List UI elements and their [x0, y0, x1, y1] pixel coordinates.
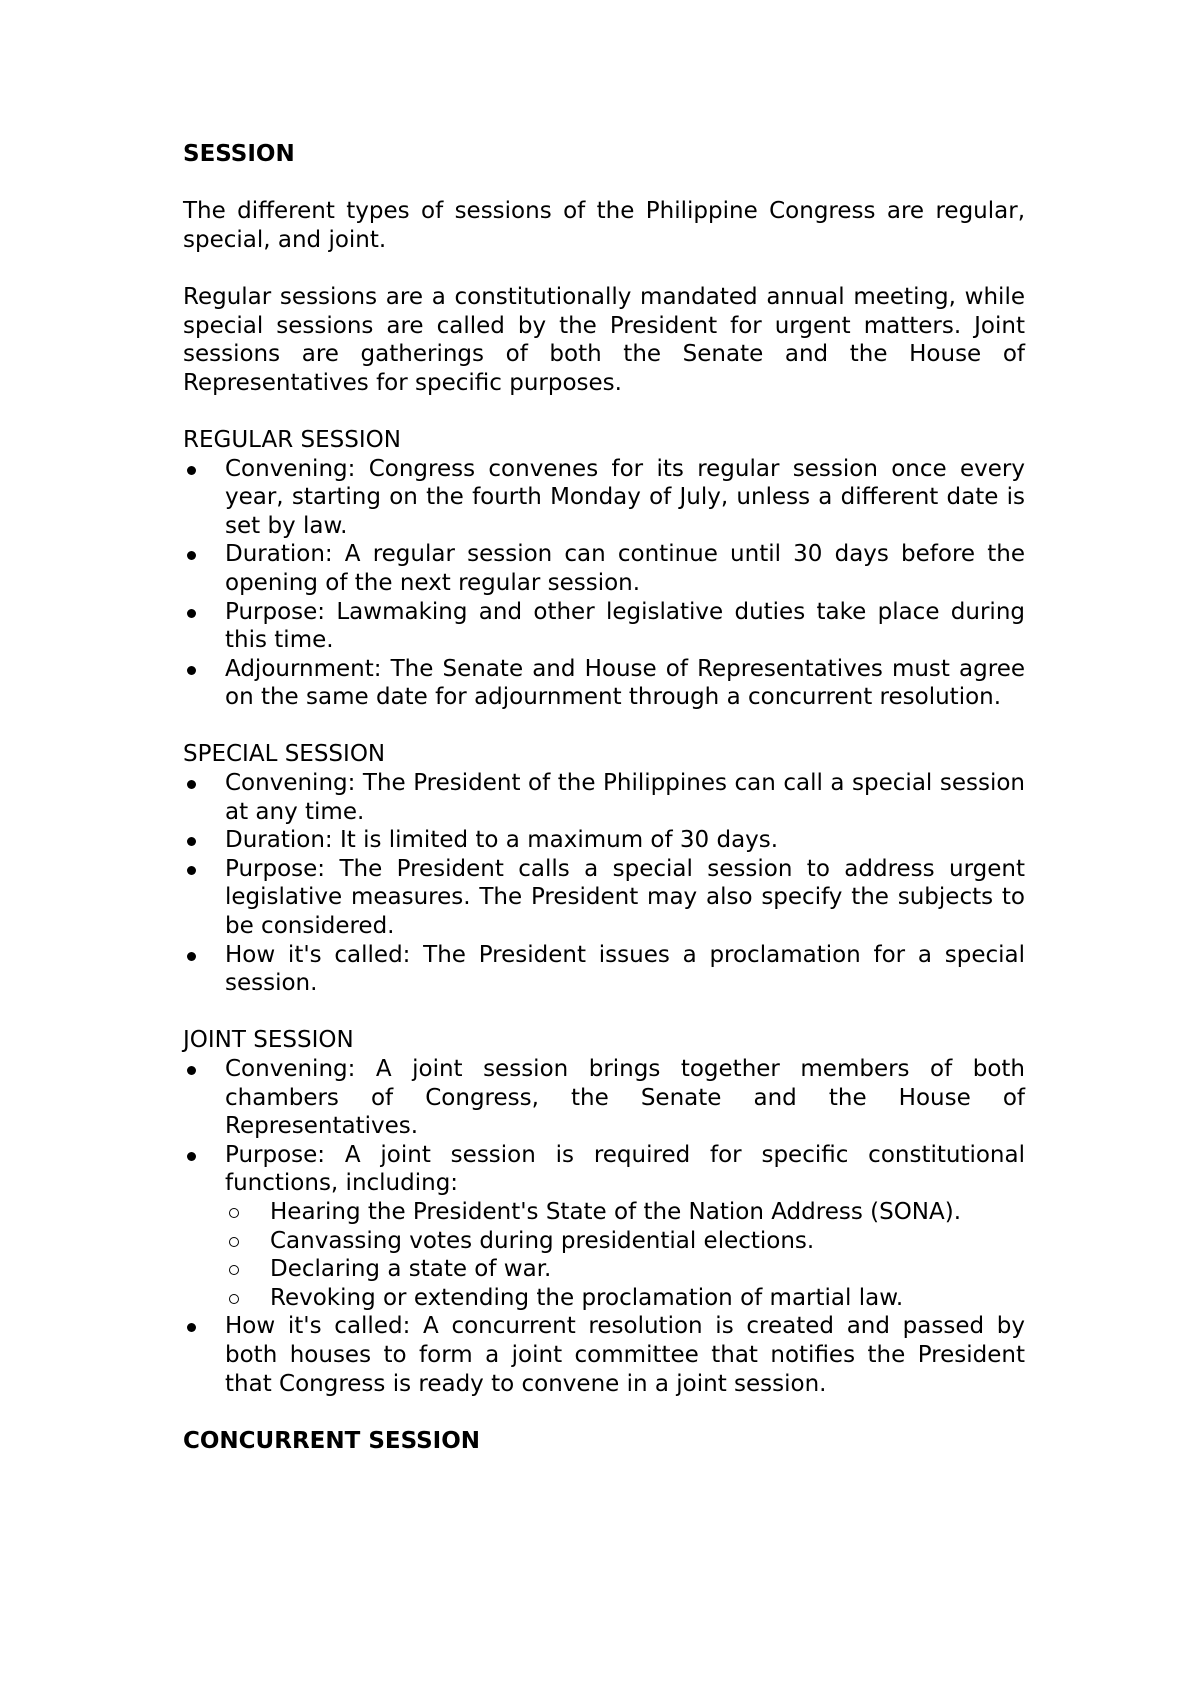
list-item-text: How it's called: The President issues a proclamation for a special session. — [225, 941, 1025, 997]
intro-paragraph-1: The different types of sessions of the Philippine Congress are regular, special, and joint. — [183, 198, 1025, 253]
sub-list-item-text: Declaring a state of war. — [270, 1256, 552, 1283]
bullet-icon — [187, 837, 196, 846]
list-item-text: Convening: Congress convenes for its regular session once every year, starting on the fourth Monday of July, unless a different date is set by law. — [225, 455, 1025, 539]
list-item-text: Purpose: The President calls a special session to address urgent legislative measures. The President may also specify the subjects to be considered. — [225, 855, 1025, 940]
sub-list-item-text: Hearing the President's State of the Nation Address (SONA). — [270, 1198, 962, 1225]
list-item — [183, 655, 1025, 712]
list-item — [183, 855, 1025, 941]
list-item — [183, 455, 1025, 541]
list-item — [183, 598, 1025, 655]
bullet-icon — [187, 1152, 196, 1161]
bullet-icon — [187, 666, 196, 675]
bullet-icon — [187, 866, 196, 875]
bullet-icon — [187, 551, 196, 560]
spacer — [183, 1398, 1025, 1427]
bullet-icon — [187, 466, 196, 475]
circle-bullet-icon — [229, 1265, 239, 1275]
sub-list-item-text: Canvassing votes during presidential elections. — [270, 1227, 815, 1254]
sub-list-item-text: Revoking or extending the proclamation of martial law. — [270, 1284, 904, 1311]
list-item-text: Convening: The President of the Philippines can call a special session at any time. — [225, 770, 1025, 825]
special-session-heading: SPECIAL SESSION — [183, 741, 386, 768]
concurrent-session-heading: CONCURRENT SESSION — [183, 1427, 481, 1454]
spacer — [183, 254, 1025, 283]
list-item-text: Adjournment: The Senate and House of Representatives must agree on the same date for adjournment through a concurrent resolution. — [225, 655, 1025, 711]
list-item-text: Duration: It is limited to a maximum of 30 days. — [225, 827, 779, 854]
list-item — [183, 769, 1025, 826]
list-item — [183, 540, 1025, 597]
sub-list-item — [183, 1198, 1025, 1227]
list-item — [183, 941, 1025, 998]
spacer — [183, 998, 1025, 1027]
document-page — [183, 140, 1025, 1455]
circle-bullet-icon — [229, 1237, 239, 1247]
bullet-icon — [187, 609, 196, 618]
list-item — [183, 826, 1025, 855]
document-title: SESSION — [183, 141, 295, 167]
bullet-icon — [187, 780, 196, 789]
spacer — [183, 397, 1025, 426]
list-item — [183, 1312, 1025, 1398]
circle-bullet-icon — [229, 1208, 239, 1218]
joint-session-list-continued — [183, 1312, 1025, 1398]
sub-list-item — [183, 1227, 1025, 1256]
list-item-text: How it's called: A concurrent resolution is created and passed by both houses to form a joint committee that notifies the President that Congress is ready to convene in a joint session. — [225, 1313, 1025, 1397]
bullet-icon — [187, 952, 196, 961]
list-item-text: Convening: A joint session brings together members of both chambers of Congress, the Senate and the House of Representatives. — [225, 1056, 1025, 1140]
circle-bullet-icon — [229, 1294, 239, 1304]
joint-session-list — [183, 1055, 1025, 1198]
list-item-text: Purpose: Lawmaking and other legislative duties take place during this time. — [225, 598, 1025, 654]
sub-list-item — [183, 1255, 1025, 1284]
bullet-icon — [187, 1323, 196, 1332]
special-session-list — [183, 769, 1025, 998]
regular-session-heading: REGULAR SESSION — [183, 426, 401, 453]
bullet-icon — [187, 1066, 196, 1075]
regular-session-list — [183, 455, 1025, 712]
spacer — [183, 169, 1025, 198]
list-item-text: Duration: A regular session can continue until 30 days before the opening of the next regular session. — [225, 541, 1025, 596]
list-item — [183, 1141, 1025, 1198]
list-item-text: Purpose: A joint session is required for specific constitutional functions, including: — [225, 1141, 1025, 1197]
intro-paragraph-2: Regular sessions are a constitutionally mandated annual meeting, while special sessions are called by the President for urgent matters. Joint sessions are gatherings of both the Senate and the House of Representatives for specific purposes. — [183, 283, 1025, 396]
sub-list-item — [183, 1284, 1025, 1313]
joint-session-heading: JOINT SESSION — [183, 1027, 354, 1054]
joint-session-sublist — [183, 1198, 1025, 1312]
spacer — [183, 712, 1025, 741]
list-item — [183, 1055, 1025, 1141]
